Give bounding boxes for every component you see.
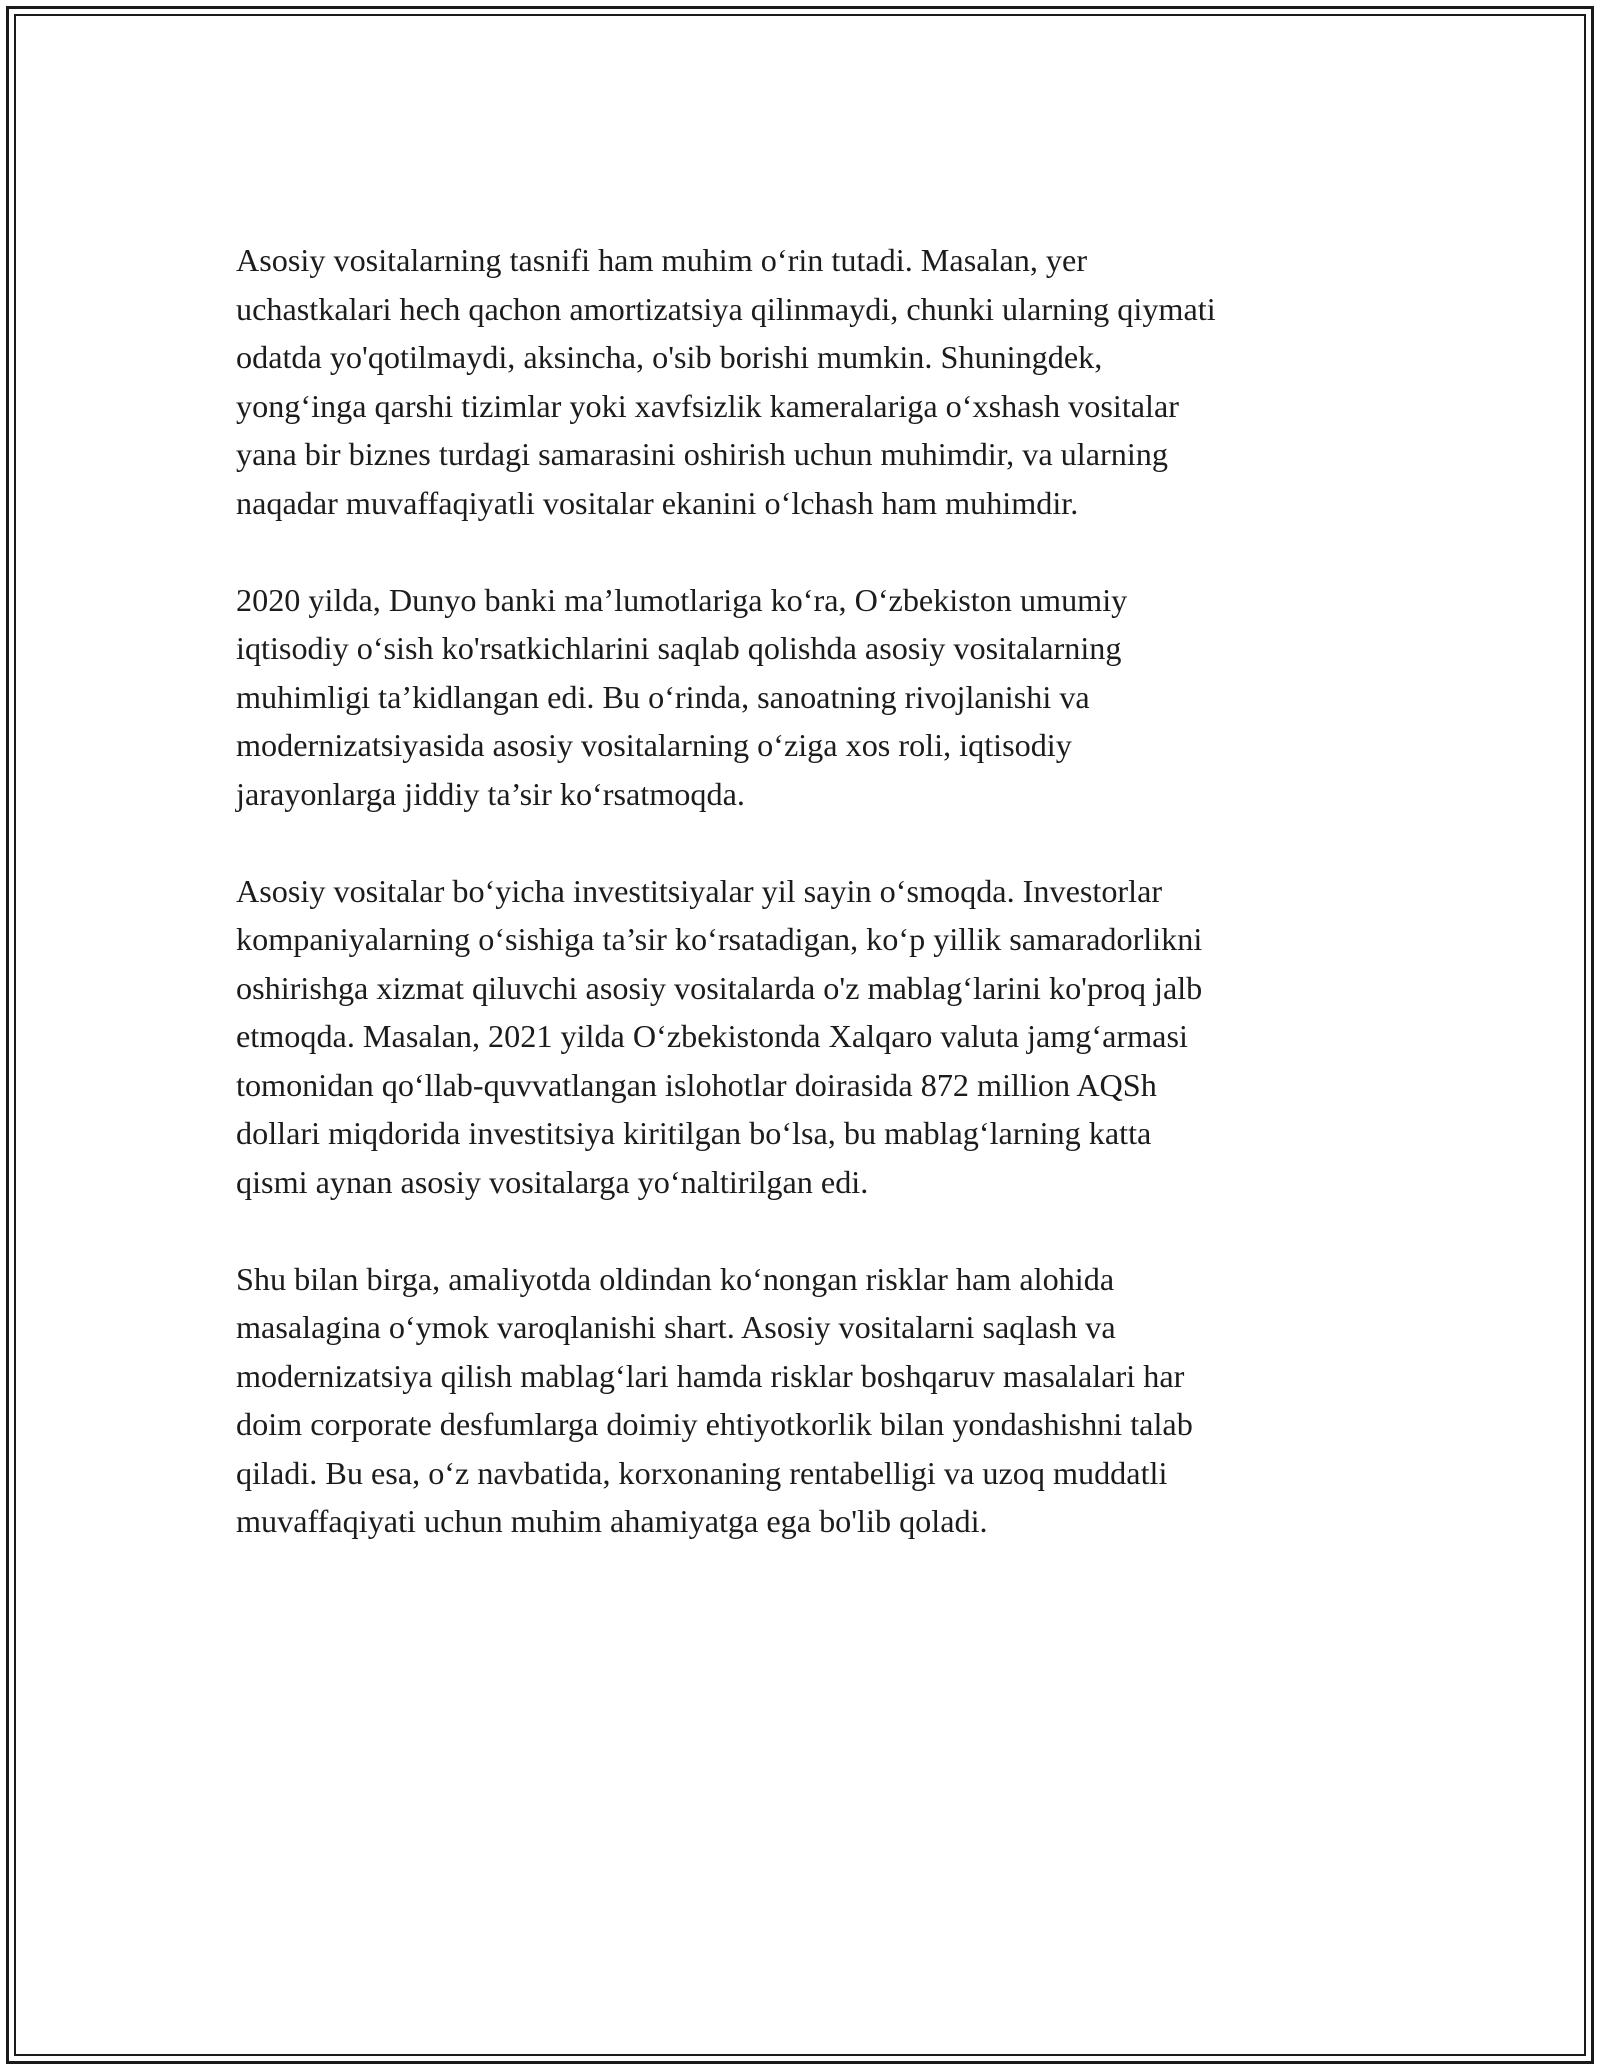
paragraph-4 [236, 1255, 1368, 1546]
text-line: dollari miqdorida investitsiya kiritilgan bo‘lsa, bu mablag‘larning katta [236, 1115, 1152, 1151]
text-line: Asosiy vositalarning tasnifi ham muhim o‘rin tutadi. Masalan, yer [236, 242, 1088, 278]
text-line: muvaffaqiyati uchun muhim ahamiyatga ega bo'lib qoladi. [236, 1503, 988, 1539]
text-line: oshirishga xizmat qiluvchi asosiy vositalarda o'z mablag‘larini ko'proq jalb [236, 969, 1203, 1006]
text-line: qismi aynan asosiy vositalarga yo‘naltirilgan edi. [236, 1163, 869, 1200]
text-line: uchastkalari hech qachon amortizatsiya qilinmaydi, chunki ularning qiymati [236, 290, 1216, 327]
text-line: modernizatsiya qilish mablag‘lari hamda risklar boshqaruv masalalari har [236, 1357, 1185, 1394]
text-line: doim corporate desfumlarga doimiy ehtiyotkorlik bilan yondashishni talab [236, 1406, 1193, 1442]
text-line: muhimligi ta’kidlangan edi. Bu o‘rinda, sanoatning rivojlanishi va [236, 678, 1090, 715]
text-line: modernizatsiyasida asosiy vositalarning o‘ziga xos roli, iqtisodiy [236, 727, 1072, 763]
text-line: etmoqda. Masalan, 2021 yilda O‘zbekistonda Xalqaro valuta jamg‘armasi [236, 1018, 1188, 1054]
text-line: qiladi. Bu esa, o‘z navbatida, korxonaning rentabelligi va uzoq muddatli [236, 1454, 1168, 1491]
text-line: Shu bilan birga, amaliyotda oldindan ko‘nongan risklar ham alohida [236, 1260, 1115, 1297]
text-line: kompaniyalarning o‘sishiga ta’sir ko‘rsatadigan, ko‘p yillik samaradorlikni [236, 921, 1203, 957]
paragraph-3 [236, 867, 1368, 1207]
document-body [236, 236, 1368, 1594]
text-line: 2020 yilda, Dunyo banki ma’lumotlariga ko‘ra, O‘zbekiston umumiy [236, 581, 1128, 618]
paragraph-1 [236, 236, 1368, 527]
text-line: jarayonlarga jiddiy ta’sir ko‘rsatmoqda. [236, 775, 745, 812]
text-line: naqadar muvaffaqiyatli vositalar ekanini o‘lchash ham muhimdir. [236, 484, 1079, 521]
text-line: yana bir biznes turdagi samarasini oshirish uchun muhimdir, va ularning [236, 436, 1168, 472]
text-line: masalagina o‘ymok varoqlanishi shart. Asosiy vositalarni saqlash va [236, 1309, 1116, 1345]
paragraph-2 [236, 576, 1368, 819]
text-line: Asosiy vositalar bo‘yicha investitsiyalar yil sayin o‘smoqda. Investorlar [236, 872, 1163, 909]
text-line: iqtisodiy o‘sish ko'rsatkichlarini saqlab qolishda asosiy vositalarning [236, 630, 1122, 666]
text-line: tomonidan qo‘llab-quvvatlangan islohotlar doirasida 872 million AQSh [236, 1066, 1157, 1103]
text-line: yong‘inga qarshi tizimlar yoki xavfsizlik kameralariga o‘xshash vositalar [236, 387, 1179, 424]
text-line: odatda yo'qotilmaydi, aksincha, o'sib borishi mumkin. Shuningdek, [236, 339, 1103, 375]
